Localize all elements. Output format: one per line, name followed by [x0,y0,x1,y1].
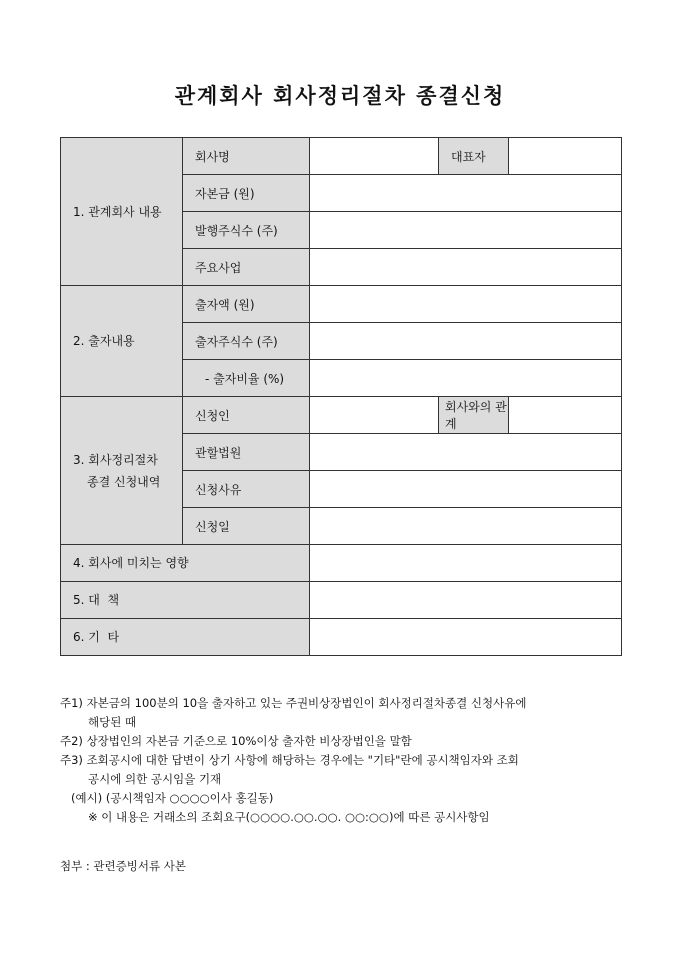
reason-label: 신청사유 [183,471,310,508]
section2-label: 2. 출자내용 [61,286,183,397]
investment-amount-field[interactable] [310,286,622,323]
investment-ratio-label: - 출자비율 (%) [183,360,310,397]
main-business-label: 주요사업 [183,249,310,286]
section3-label-line1: 3. 회사정리절차 [73,452,158,467]
issued-shares-field[interactable] [310,212,622,249]
section6-field[interactable] [310,619,622,656]
applicant-label: 신청인 [183,397,310,434]
company-name-label: 회사명 [183,138,310,175]
section3-label-line2: 종결 신청내역 [87,474,161,489]
note3-line2: 공시에 의한 공시임을 기재 [88,772,222,786]
relation-field[interactable] [509,397,622,434]
date-field[interactable] [310,508,622,545]
application-form-table [60,137,622,656]
reason-field[interactable] [310,471,622,508]
ceo-field[interactable] [509,138,622,175]
company-name-field[interactable] [310,138,439,175]
section4-label: 4. 회사에 미치는 영향 [61,545,310,582]
capital-label: 자본금 (원) [183,175,310,212]
court-field[interactable] [310,434,622,471]
section3-label [61,397,183,545]
section5-field[interactable] [310,582,622,619]
investment-shares-field[interactable] [310,323,622,360]
footnotes [60,694,640,827]
investment-amount-label: 출자액 (원) [183,286,310,323]
main-business-field[interactable] [310,249,622,286]
section4-field[interactable] [310,545,622,582]
investment-shares-label: 출자주식수 (주) [183,323,310,360]
ceo-label: 대표자 [439,138,509,175]
note2: 주2) 상장법인의 자본금 기준으로 10%이상 출자한 비상장법인을 말함 [60,734,412,748]
example-note: (예시) (공시책임자 ○○○○이사 홍길동) [71,791,274,805]
remark-note: ※ 이 내용은 거래소의 조회요구(○○○○.○○.○○. ○○:○○)에 따른 공시사항임 [88,810,490,824]
date-label: 신청일 [183,508,310,545]
page-title: 관계회사 회사정리절차 종결신청 [174,83,506,108]
capital-field[interactable] [310,175,622,212]
section6-label: 6. 기 타 [61,619,310,656]
investment-ratio-field[interactable] [310,360,622,397]
section5-label: 5. 대 책 [61,582,310,619]
relation-label: 회사와의 관계 [439,397,509,434]
issued-shares-label: 발행주식수 (주) [183,212,310,249]
section1-label: 1. 관계회사 내용 [61,138,183,286]
note3-line1: 주3) 조회공시에 대한 답변이 상기 사항에 해당하는 경우에는 "기타"란에 공시책임자와 조회 [60,753,519,767]
court-label: 관할법원 [183,434,310,471]
note1-line1: 주1) 자본금의 100분의 10을 출자하고 있는 주권비상장법인이 회사정리절차종결 신청사유에 [60,696,527,710]
note1-line2: 해당된 때 [88,715,137,729]
applicant-field[interactable] [310,397,439,434]
attachment-note: 첨부 : 관련증빙서류 사본 [60,859,186,873]
